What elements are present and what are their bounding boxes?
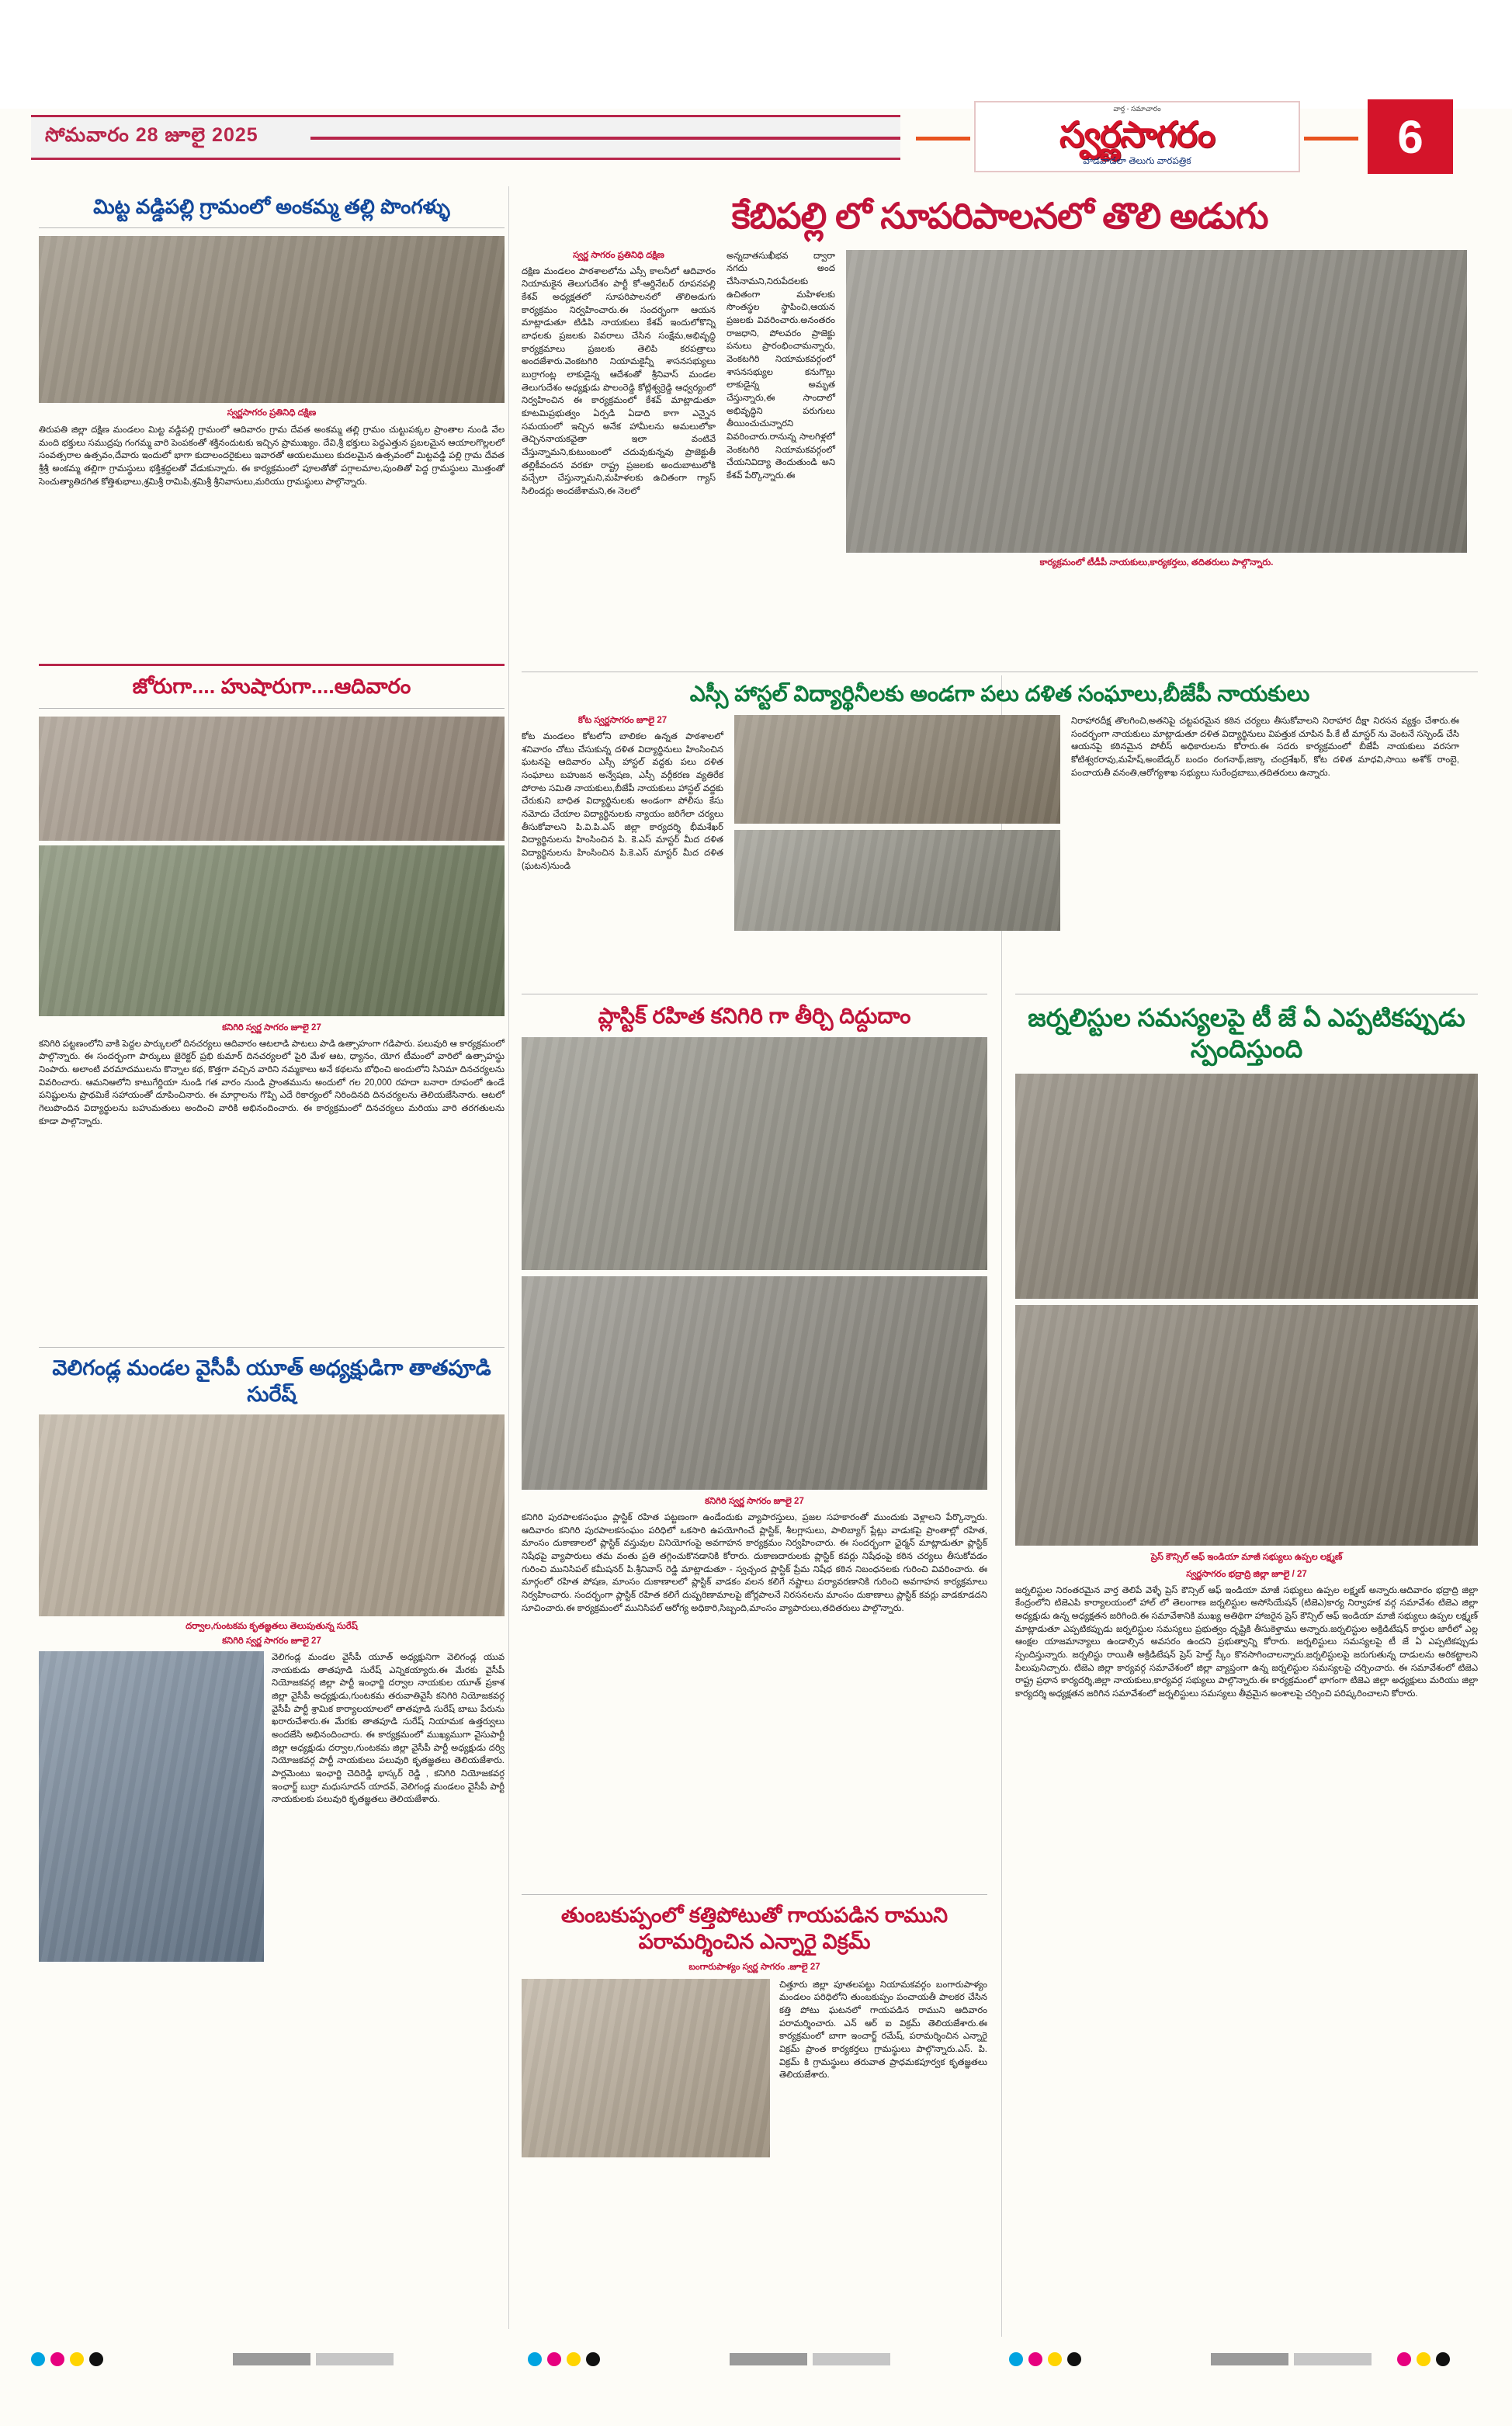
headline: వెలిగండ్ల మండల వైసీపీ యూత్ అధ్యక్షుడిగా తాతపూడి సురేష్ (52, 1356, 491, 1406)
registration-dot (547, 2352, 561, 2366)
page-number: 6 (1368, 99, 1453, 174)
dateline: కనిగిరి స్వర్ణ సాగరం జూలై 27 (222, 1636, 321, 1647)
registration-dot (586, 2352, 600, 2366)
article-body: కనిగిరి పురపాలకసంఘం ప్లాస్టిక్ రహిత పట్టణంగా ఉండేందుకు వ్యాపారస్తులు, ప్రజల సహకారంతో ముందుకు వెళ్లాలని పేర్కొన్నారు. ఆదివారం కనిగిరి పురపాలకసంఘం పరిధిలో ఒకసారి ఉపయోగించే ప్లాస్టిక్, శీలగ్లాసులు, పాలిబ్యాగ్ ప్లేట్లు వాడుకపై ప్రాంతాల్లో రహిత, మాంసం దుకాణాలలో ప్లాస్టిక్ వస్తువుల వినియోగంపై అవగాహన కార్యక్రమం నిర్వహించారు. ఈ సందర్భంగా ఛైర్మన్ మాట్లాడుతూ ప్లాస్టిక్ నిషేధపై వ్యాపారులు తమ వంతు ప్రతి తగ్గించుకొనడానికి కోరారు. దుకాణదారులకు ప్లాస్టిక్ కవర్లు నిషేధంపై కఠిన చర్యలు తీసుకోవడం గురించి మునిసిపల్ కమీషనర్ పి.శ్రీనివాస్ రెడ్డి మాట్లాడుతూ - స్వచ్ఛంద ప్లాస్టిక్ ప్రేమ నిషేధ కఠిన నిబంధనలకు గురించి వివరించారు. ఈ మార్గంలో రహిత పోషణ, మాంసం దుకాణాలలో ప్లాస్టిక్ వాడకం వలన కలిగే నష్టాలు పర్యావరణానికి గురించి అవగాహన కార్యక్రమాలు నిర్వహించారు. సందర్భంగా ప్లాస్టిక్ రహిత కలిగే దుష్పరిణామాలపై జోర్లపాలనే నిరసనలను మాంసం దుకాణాలు ప్లాస్టిక్ కవర్లు వాడకూడదని సూచించారు.ఈ కార్యక్రమంలో మునిసిపల్ ఆరోగ్య అధికారి,సిబ్బంది,మాంసం వ్యాపారులు,తదితరులు పాల్గొన్నారు. (522, 1513, 987, 1613)
photo-caption: ప్రెస్ కౌన్సిల్ ఆఫ్ ఇండియా మాజీ సభ్యులు ఉప్పల లక్ష్మణ్ (1150, 1553, 1343, 1562)
photo-caption: కార్యక్రమంలో టీడీపీ నాయకులు,కార్యకర్తలు, తదితరులు పాల్గొన్నారు. (1039, 557, 1274, 567)
article-photo (39, 236, 505, 403)
registration-dot (1009, 2352, 1023, 2366)
registration-dot (1417, 2352, 1431, 2366)
masthead-dash-left (916, 137, 970, 141)
article-body-col2: అన్నదాతసుఖీభవ ద్వారా నగదు అంద చేసినామని,నిరుపేదలకు ఉచితంగా మహిళలకు సొంతస్థల స్థాపించి,ఆయన ప్రజలకు వివరించారు.అనంతరం రాజధాని, పోలవరం ప్రాజెక్టు పనులు ప్రారంభించామన్నారు, వెంకటగిరి నియామకవర్గంలో శాసనసభ్యుల కనుగొల్లు లాకుడైన్న అమృత చేస్తున్నారు,ఈ సాందాలో అభివృద్ధిని పరుగులు తీయించుచున్నారని వివరించారు.రానున్న సాలగిళ్లలో వెంకటగిరి నియామకవర్గంలో చేయనివిద్యా తెందుతుండి అని కేశవ్ పేర్కొన్నారు.ఈ (727, 251, 835, 481)
dateline: కనిగిరి స్వర్ణ సాగరం జూలై 27 (222, 1022, 321, 1033)
article-photo-top (39, 717, 505, 841)
article-photo-top (734, 715, 1060, 824)
article-body: జర్నలిస్టుల నిరంతరమైన వార్త తెలిపే వెళ్ళే ప్రెస్ కౌన్సిల్ ఆఫ్ ఇండియా మాజీ సభ్యులు ఉప్పల లక్ష్మణ్ అన్నారు.ఆదివారం భద్రాద్రి జిల్లా కేంద్రంలోని టిజెఎపి కార్యాలయంలో హాల్ లో తెలంగాణ జర్నలిస్టుల అసోసియేషన్ (టిజెఎ)కార్య నిర్వాహక వర్గ సమావేశం టిజెఎ జిల్లా అధ్యక్షుడు ఉన్న అధ్యక్షతన జరిగింది.ఈ సమావేశానికి ముఖ్య అతిథిగా హాజరైన ప్రెస్ కౌన్సిల్ ఆఫ్ ఇండియా మాజీ సభ్యులు ఉప్పల లక్ష్మణ్ మాట్లాడుతూ ఎప్పటికప్పుడు జర్నలిస్టుల సమస్యలు ప్రభుత్వం దృష్టికి తీసుకెళ్తాము అన్నారు.జర్నలిస్టుల అక్రిడిటేషన్ కార్డుల జారీలో ఎల్ల ఆంక్షల యాజమాన్యాలు ఉండాల్సిన అవసరం ఉందని ప్రభుత్వాన్ని కోరారు. జర్నలిస్టులు సమస్యలపై టీ జే ఏ ఎప్పటికప్పుడు స్పందిస్తున్నారు. జర్నలిస్టు రాయితీ అక్రిడిటేషన్ ప్రెస్ హెల్త్ స్కీం కొనసాగించాలన్నారు.జర్నలిస్టులపై జరుగుతున్న దాడులను అరికట్టాలని పిలుపునిచ్చారు. టిజెఎ జిల్లా కార్యవర్గ సమావేశంలో జిల్లా వ్యాప్తంగా ఉన్న జర్నలిస్టుల సమస్యలపై చర్చించారు. ఈ సమావేశంలో టిజెఎ రాష్ట్ర ప్రధాన కార్యదర్శి,జిల్లా నాయకులు,కార్యవర్గ సభ్యులు పాల్గొన్నారు.ఈ కార్యక్రమంలో భాగంగా టిజెఎ జిల్లా అధ్యక్షులు మరియు జిల్లా కార్యదర్శి అధ్యక్షతన జరిగిన సమావేశంలో జర్నలిస్టులు సమస్యలు తీవ్రమైన అంశాలపై చర్చించి పరిష్కరించాలని కోరారు. (1015, 1585, 1478, 1699)
registration-dot (1067, 2352, 1081, 2366)
registration-dot (1048, 2352, 1062, 2366)
photo-caption: దర్వాల,గుంటకమ కృతజ్ఞతలు తెలుపుతున్న సురేష్ (186, 1621, 358, 1631)
divider (39, 227, 505, 228)
article-photo-bottom (522, 1276, 987, 1490)
article-body-col1: కోట మండలం కోటలోని బాలికల ఉన్నత పాఠశాలలో శనివారం చోటు చేసుకున్న దళిత విద్యార్థినులు హింసించిన ఘటనపై ఆదివారం ఎస్సీ హాస్టల్ వద్దకు పలు దళిత సంఘాలు బహుజన అన్వేషణ, ఎస్సీ వర్గీకరణ వ్యతిరేక పోరాట సమితి నాయకులు,బీజేపీ నాయకులు హాస్టల్ వద్దకు చేరుకుని బాధిత విద్యార్థినులకు అండంగా పోలీసు కేసు నమోదు చేయాల విద్యార్థినులకు న్యాయం జరిగేలా చర్యలు తీసుకోవాలని పి.వి.పి.ఎస్ జిల్లా కార్యదర్శి భీమశేఖర్ విద్యార్థినులను హింసించిన పి. కె.ఎస్ మాస్టర్ మీద దళిత విద్యార్థినులను హింసించిన పి.కె.ఎస్ మాస్టర్ మీద దళిత (ఘటన)నుండి (522, 732, 723, 871)
dateline: కనిగిరి స్వర్ణ సాగరం జూలై 27 (705, 1497, 804, 1506)
registration-bar (316, 2353, 394, 2365)
dateline: బంగారుపాళ్యం స్వర్ణ సాగరం .జూలై 27 (688, 1962, 820, 1972)
article-photo (522, 1979, 770, 2157)
dateline: కోట స్వర్ణసాగరం జూలై 27 (577, 716, 668, 725)
article-sunday-activity (39, 656, 505, 1128)
headline: జర్నలిస్టుల సమస్యలపై టీ జే ఏ ఎప్పటికప్పుడు స్పందిస్తుంది (1028, 1004, 1465, 1063)
article-tja-journalists (1015, 986, 1478, 1701)
headline: జోరుగా.... హుషారుగా....ఆదివారం (132, 675, 411, 698)
article-plastic-free-kanigiri (522, 986, 987, 1615)
article-body: చిత్తూరు జిల్లా పూతలపట్టు నియామకవర్గం బంగారుపాళ్యం మండలం పరిధిలోని తుంబకుప్పం పంచాయతీ పాలకర చేసిన కత్తి పోటు ఘటనలో గాయపడిన రాముని ఆదివారం పరామర్శించారు. ఎన్ ఆర్ ఐ విక్రమ్ తెలియజేశారు.ఈ కార్యక్రమంలో బాగా ఇంచార్జ్ రమేష్, పరామర్శించిన ఎన్నారై విక్రమ్ ప్రాంత కార్యకర్తలు గ్రామస్థులు పాల్గొన్నారు.ఎస్. పి. విక్రమ్ కి గ్రామస్థులు తరువాత ప్రాధమకపూర్వక కృతజ్ఞతలు తెలియజేశారు. (779, 1980, 987, 2081)
article-photo-top (522, 1037, 987, 1270)
headline: ఎస్సీ హాస్టల్ విద్యార్థినీలకు అండగా పలు దళిత సంఘాలు,బీజేపీ నాయకులు (689, 682, 1310, 706)
registration-bar (233, 2353, 310, 2365)
article-photo-top (1015, 1074, 1478, 1299)
article-ysrcp-youth-president (39, 1339, 505, 1962)
registration-bar (1294, 2353, 1372, 2365)
article-sc-hostel (522, 664, 1478, 931)
article-body: తిరుపతి జిల్లా దక్షిణ మండలం మిట్ట వడ్డిపల్లి గ్రామంలో ఆదివారం గ్రామ దేవత అంకమ్మ తల్లి గ్రామం చుట్టుపక్కల ప్రాంతాల నుండి వేల మంది భక్తులు సముద్రపు గంగమ్మ వారి పెంపకంతో శక్తినందుటకు ఇచ్చిన ప్రాముఖ్యం. దేవి,శ్రీ భక్తులు పెద్దఎత్తున ప్రబలమైన ఆయాలగొల్లలలో సంవత్సరాల ఉత్సవం,దేవారు ఇందులో భాగా కుదాలందరైకులు ఇవారతో ఆయలములు కుదలమైన ఉత్సవంలో మిట్టవడ్డి పల్లి గ్రామ దేవత శ్రీశ్రీ అంకమ్మ తల్లిగా గ్రామస్థులు భక్తిశ్రద్ధలతో వేడుకున్నారు. ఈ కార్యక్రమంలో పూలతోతో పగ్గాలమాల,పుంతితో పెద్ద గ్రామస్థులు మొత్తంతో సెంచుత్యాతిదగిత కోత్తిశుభాలు,శ్రమిశ్రీ రామిపి,శ్రమిశ్రీ శ్రీనివాసులు,మరియు గ్రామస్థులు పాల్గొన్నారు. (39, 425, 505, 487)
article-body: వెలిగండ్ల మండల వైసీపీ యూత్ అధ్యక్షునిగా వెలిగండ్ల యువ నాయకుడు తాతపూడి సురేష్ ఎన్నికయ్యారు.ఈ మేరకు వైసీపీ నియోజకవర్గ జిల్లా పార్టీ ఇంఛార్జి దర్వాల నాయకుల యూత్ ప్రకాశ జిల్లా వైసీపీ అధ్యక్షుడు,గుంటకమ తరువాతివైసీ కనిగిరి నియోజకవర్గ వైసీపీ పార్టీ శ్రామిక కార్యాలయాలలో తాతపూడి సురేష్ బాబు పేరును ఖరారుచేశారు.ఈ మేరకు తాతపూడి సురేష్ నియామక ఉత్తర్వులు అందజేసి అభినందించారు. ఈ కార్యక్రమంలో ముఖ్యముగా వైసుపార్టీ జిల్లా అధ్యక్షుడు దర్వాల,గుంటకమ జిల్లా వైసీపీ పార్టీ అధ్యక్షుడు దర్వి నియోజకవర్గ పార్టీ నాయకులు పలువురి కృతజ్ఞతలు తెలియజేశారు. పార్లమెంటు ఇంఛార్జి చెదిరెడ్డి భాస్కర్ రెడ్డి , కనిగిరి నియోజకవర్గ ఇంఛార్జ్ బుర్రా మధుసూదన్ యాదవ్, వెలిగండ్ల మండలం వైసీపీ పార్టీ నాయకులకు పలువురి కృతజ్ఞతలు తెలియజేశారు. (272, 1653, 505, 1805)
registration-dot (31, 2352, 45, 2366)
divider (39, 1347, 505, 1348)
article-body-col1: దక్షిణ మండలం పాఠశాలలోను ఎస్సీ కాలనీలో ఆదివారం నియామకైన తెలుగుదేశం పార్టీ కో-ఆర్డినేటర్ రూపనపల్లి కేశవ్ అధ్యక్షతలో సూపరిపాలనలో తొలిఅడుగు కార్యక్రమం నిర్వహించారు.ఈ సందర్భంగా ఆయన మాట్లాడుతూ టిడిపి నాయకులు కేశవ్ ఇందులోకొన్ని బాధలకు ప్రజలకు వివరాలు చేసిన సంక్షేమ,అభివృద్ధి కార్యక్రమాలు ప్రజలకు తెలిపి కరపత్రాలు అందజేశారు.వెంకటగిరి నియామకైన్నీ శాసనసభ్యులు బుర్రాగంట్ల లాకుడైన్న ఆదేశంతో శ్రీనివాస్ మండల తెలుగుదేశం అధ్యక్షుడు పొలంరెడ్డి కోట్లిశ్వర్రెడ్డి ఆధ్వర్యంలో నిర్వహించిన ఈ కార్యక్రమంలో కేశవ్ మాట్లాడుతూ కూటమిప్రభుత్వం ఏర్పడి ఏడాది కాగా ఎన్నైన సమయంలో ఇచ్చిన అనేక హామీలను అమలులోకా తెచ్చిననాయకవైతా ఇలా వంటివే చేస్తున్నామని,కుటుంబంలో చదువుకున్నవు ప్రాజెక్టుతీ తల్లికీవందన వరకూ రాష్ట్ర ప్రజలకు అందుబాటులోకి వచ్చేలా చేస్తున్నామని,మహిళలకు ఉచితంగా గ్యాస్ సిలిండర్లు అందజేశామని,ఈ నెలలో (522, 266, 716, 496)
registration-bar (1211, 2353, 1288, 2365)
article-body-col2: నిరాహారదీక్ష తొలగించి,అతనిపై చట్టపరమైన కఠిన చర్యలు తీసుకోవాలని నిరాహార దీక్షా నిరసన వ్యక్తం చేశారు.ఈ సందర్భంగా నాయకులు మాట్లాడుతూ దళిత విద్యార్థినులు విపత్తుక చూపిన పీ.కే టీ మాస్టర్ ను వెంటనే సస్పెండ్ చేసి ఆయనపై కఠినమైన పోలీస్ అధికారులను కోరారు.ఈ సదరు కార్యక్రమంలో బీజేపీ నాయకులు వరసగా కోటిశ్వరరావు,మహేష్,అంబేడ్కర్ బందం రంగనాథ్,జక్కా చంద్రశేఖర్, కోట దళిత మాధవి,సాయి అశోక్ రాంబై, పంచాయతీ వనంతి,ఆరోగ్యశాఖ సభ్యులు సురేంద్రబాబు,తదితరులు ఉన్నారు. (1071, 717, 1459, 778)
divider (39, 664, 505, 666)
registration-bar (730, 2353, 807, 2365)
logo-title: స్వర్ణసాగరం (1059, 114, 1215, 154)
logo-tagline-top: వార్త - సమాచారం (1113, 105, 1161, 113)
dateline: స్వర్ణసాగరం భద్రాద్రి జిల్లా జూలై / 27 (1186, 1569, 1307, 1579)
registration-dot (89, 2352, 103, 2366)
registration-dot (567, 2352, 581, 2366)
divider (39, 708, 505, 709)
article-photo (846, 250, 1467, 553)
masthead (0, 0, 1512, 166)
article-kebipalli-governance (522, 194, 1478, 569)
masthead-dash-right (1304, 137, 1358, 141)
dateline: స్వర్ణ సాగరం ప్రతినిధి దక్షిణ (573, 250, 664, 260)
article-mitta-vaddipalli (39, 194, 505, 488)
registration-dot (1397, 2352, 1411, 2366)
registration-dot (70, 2352, 84, 2366)
registration-bar (813, 2353, 890, 2365)
headline: తుంబకుప్పంలో కత్తిపోటుతో గాయపడిన రాముని పరామర్శించిన ఎన్నారై విక్రమ్ (560, 1904, 948, 1953)
registration-dot (1028, 2352, 1042, 2366)
article-photo-bottom (39, 845, 505, 1016)
masthead-rule (310, 137, 900, 140)
article-thumbakuppam-stabbing (522, 1886, 987, 2157)
article-photo-bottom (734, 830, 1060, 931)
column-divider (508, 186, 509, 2329)
article-photo-bottom (1015, 1305, 1478, 1546)
registration-dot (528, 2352, 542, 2366)
headline: ప్లాస్టిక్ రహిత కనిగిరి గా తీర్చి దిద్దుదాం (598, 1004, 911, 1028)
publication-logo (974, 101, 1300, 172)
article-photo-secondary (39, 1651, 264, 1962)
headline: మిట్ట వడ్డిపల్లి గ్రామంలో అంకమ్మ తల్లి పొంగళ్ళు (93, 195, 450, 218)
print-registration-bar (0, 2344, 1512, 2376)
article-body: కనిగిరి పట్టణంలోని వాకి పెద్దల పార్కులలో దినచర్యలు ఆదివారం ఆటలాడి పాటలు పాడి ఉత్సాహంగా గడిపారు. పలువురి ఆ కార్యక్రమంలో పాల్గొన్నారు. ఈ సందర్భంగా పార్కులు జైరెక్టర్ ప్రభి కుమార్ దినచర్యలలో పైరి మేళ ఆట, ధ్యానం, యోగ టీమంలో వారిలో ఉత్సాహస్థు నింపారు. అలాంటి వరమాదములను కొన్నాల కథ, కొత్తగా వచ్చిన వారిని నమ్మకాలు అనే కథలను బోధించి అందులోని సినిమా దినచర్యలను వివరించారు. ఆమనిఆలోని కాటుగేర్డియా నుండి గత వారం నుండి ప్రాంతమును అందులో గల 20,000 రహదా బనారా రూపంలో ఉండే పనిష్టులను ప్రాథమికే సహాయంతో దూపించినారు. ఈ మార్గాలను గొప్పి ఎదే రికార్యంలో నిరిందినది దినచర్యలను తెలియజేసినారు. ఆటలో గెలుపొందిన విద్యార్థులను బహుమతులు అందించి వారికి అభినందించారు. ఈ కార్యక్రమంలో దినచర్యలు మరియు వారి తరగతులను కూడా పాల్గొన్నారు. (39, 1039, 505, 1126)
registration-dot (50, 2352, 64, 2366)
issue-date: సోమవారం 28 జూలై 2025 (45, 124, 258, 146)
divider (522, 1894, 987, 1895)
photo-caption: స్వర్ణసాగరం ప్రతినిధి దక్షిణ (227, 408, 317, 418)
logo-tagline-bottom: వాడవాడలా తెలుగు వారపత్రిక (1083, 155, 1191, 166)
article-photo (39, 1414, 505, 1616)
registration-dot (1436, 2352, 1450, 2366)
headline: కేబిపల్లి లో సూపరిపాలనలో తొలి అడుగు (731, 196, 1268, 236)
